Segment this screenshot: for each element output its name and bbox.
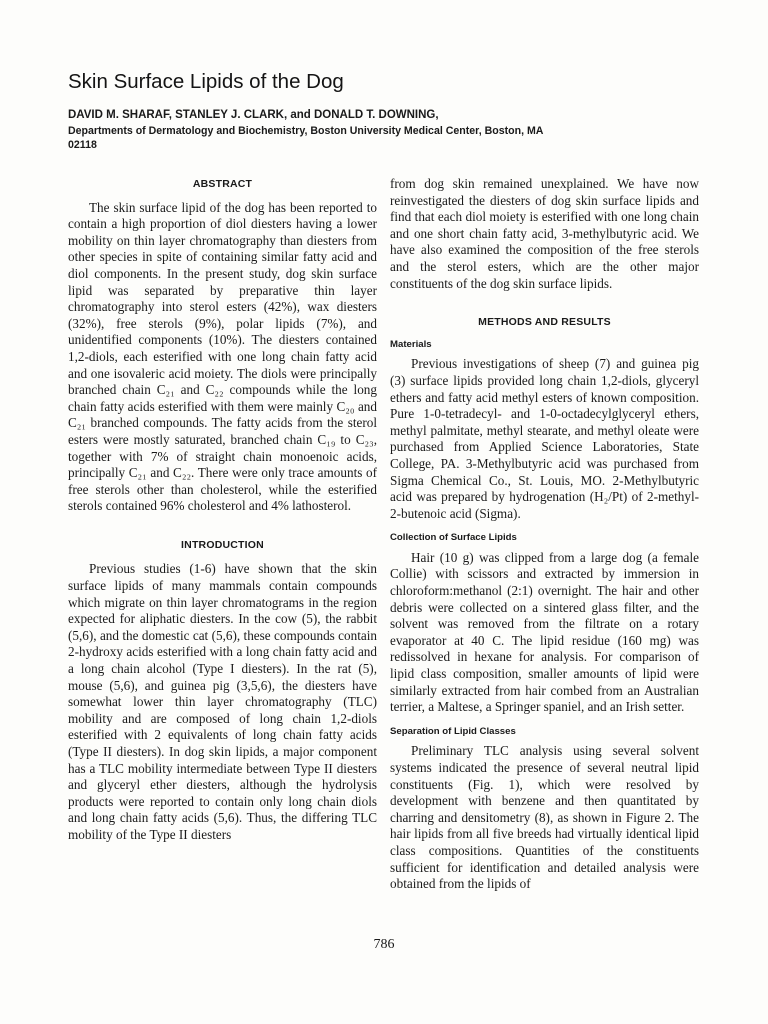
collection-heading: Collection of Surface Lipids [390,532,517,544]
left-column [68,176,377,844]
introduction-text: Previous studies (1-6) have shown that the skin surface lipids of many mammals contain compounds which migrate on thin layer chromatograms in the region expected for aliphatic diesters. In the cow (5), the rabbit (5,6), and the domestic cat (5,6), these compounds contain 2-hydroxy acids esterified with a long chain fatty acid and a long chain alcohol (Type I diesters). In the rat (5), mouse (5,6), and guinea pig (3,5,6), the diesters have somewhat lower thin layer chromatography (TLC) mobility and are composed of long chain 1,2-diols esterified with 2 equivalents of long chain fatty acids (Type II diesters). In dog skin lipids, a major component has a TLC mobility intermediate between Type II diesters and glyceryl ether diesters, although the hydrolysis products were reported to contain only long chain diols and long chain fatty acids (5,6). Thus, the differing TLC mobility of the Type II diesters [68,561,377,842]
article-title: Skin Surface Lipids of the Dog [68,70,344,93]
introduction-heading: INTRODUCTION [181,538,264,551]
separation-text: Preliminary TLC analysis using several solvent systems indicated the presence of several neutral lipid constituents (Fig. 1), which were resolved by development with benzene and then quantitated by charring and densitometry (8), as shown in Figure 2. The hair lipids from all five breeds had virtually identical lipid class compositions. Quantities of the constituents sufficient for identification and detailed analysis were obtained from the lipids of [390,743,699,892]
abstract-text: The skin surface lipid of the dog has been reported to contain a high proportion of diol diesters having a lower mobility on thin layer chromatography than diesters from other species in spite of containing similar fatty acid and diol components. In the present study, dog skin surface lipid was separated by preparative thin layer chromatography into sterol esters (42%), wax diesters (32%), free sterols (9%), polar lipids (7%), and unidentified components (10%). The diesters contained 1,2-diols, each esterified with one long chain fatty acid and one isovaleric acid moiety. The diols were principally branched chain C₂₁ and C₂₂ compounds while the long chain fatty acids esterified with them were mainly C₂₀ and C₂₁ branched compounds. The fatty acids from the sterol esters were mostly saturated, branched chain C₁₉ to C₂₃, together with 7% of straight chain monoenoic acids, principally C₂₁ and C₂₂. There were only trace amounts of free sterols other than cholesterol, while the esterified sterols contained 96% cholesterol and 4% lathosterol. [68,199,377,514]
separation-heading: Separation of Lipid Classes [390,725,516,737]
materials-text: Previous investigations of sheep (7) and guinea pig (3) surface lipids provided long chain 1,2-diols, glyceryl ethers and fatty acid methyl esters of known composition. Pure 1-0-tetradecyl- and 1-0-octadecylglyceryl ethers, methyl palmitate, methyl stearate, and methyl oleate were purchased from Applied Science Laboratories, State College, PA. 3-Methylbutyric acid was purchased from Sigma Chemical Co., St. Louis, MO. 2-Methylbutyric acid was prepared by hydrogenation (H₂/Pt) of 2-methyl-2-butenoic acid (Sigma). [390,356,699,521]
author-list: DAVID M. SHARAF, STANLEY J. CLARK, and DONALD T. DOWNING, [68,109,439,121]
introduction-continuation: from dog skin remained unexplained. We have now reinvestigated the diesters of dog skin surface lipids and find that each diol moiety is esterified with one long chain and one short chain fatty acid, 3-methylbutyric acid. We have also examined the composition of the free sterols and the sterol esters, which are the other major constituents of the dog skin surface lipids. [390,176,699,291]
right-column [390,176,699,893]
methods-heading: METHODS AND RESULTS [478,316,611,329]
materials-heading: Materials [390,338,432,350]
collection-text: Hair (10 g) was clipped from a large dog (a female Collie) with scissors and extracted by immersion in chloroform:methanol (2:1) overnight. The hair and other debris were collected on a sintered glass filter, and the solvent was removed from the filtrate on a rotary evaporator at 40 C. The lipid residue (160 mg) was redissolved in hexane for analysis. For comparison of lipid class composition, smaller amounts of lipid were similarly extracted from hair combed from an Australian terrier, a Maltese, a Springer spaniel, and an Irish setter. [390,549,699,715]
affiliation: Departments of Dermatology and Biochemistry, Boston University Medical Center, Boston, MA 02118 [68,125,544,151]
abstract-heading: ABSTRACT [192,178,253,190]
page-number: 786 [373,937,395,952]
